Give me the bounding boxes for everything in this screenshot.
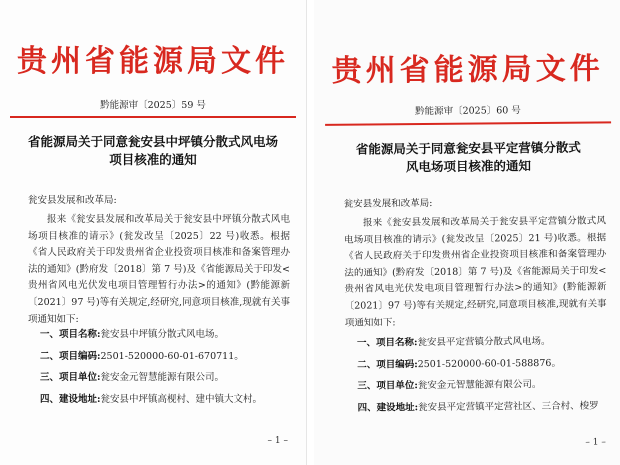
- title-line-1: 省能源局关于同意瓮安县平定营镇分散式: [355, 139, 581, 157]
- list-item: [357, 395, 615, 419]
- addressee: 瓮安县发展和改革局:: [343, 197, 433, 210]
- page-number: – 1 –: [267, 436, 288, 446]
- addressee: 瓮安县发展和改革局:: [28, 195, 117, 206]
- document-page-60: [314, 0, 620, 465]
- document-number: 黔能源审〔2025〕60 号: [415, 105, 521, 118]
- item-value: 2501-520000-60-01-588876。: [417, 357, 561, 370]
- item-list: [357, 330, 616, 418]
- list-item: [357, 373, 615, 397]
- title-line-2: 风电场项目核准的通知: [405, 158, 532, 175]
- item-value: 瓮安金元智慧能源有限公司。: [417, 379, 542, 392]
- list-item: [357, 330, 615, 354]
- document-header: 贵州省能源局文件: [17, 44, 289, 79]
- document-title: [333, 138, 603, 176]
- item-value: 瓮安县中坪镇高枧村、建中镇大文村。: [100, 393, 263, 405]
- red-divider: [325, 121, 611, 125]
- list-item: [40, 389, 298, 411]
- document-page-59: [0, 0, 307, 465]
- title-line-1: 省能源局关于同意瓮安县中坪镇分散式风电场: [27, 134, 278, 149]
- item-value: 瓮安金元智慧能源有限公司。: [100, 372, 225, 383]
- list-item: [40, 367, 298, 389]
- title-line-2: 项目核准的通知: [109, 152, 197, 167]
- item-label: 四、建设地址:: [357, 401, 419, 414]
- item-value: 2501-520000-60-01-670711。: [100, 350, 244, 362]
- document-header: 贵州省能源局文件: [331, 51, 604, 89]
- item-label: 二、项目编码:: [40, 350, 101, 362]
- item-label: 四、建设地址:: [40, 393, 101, 405]
- item-value: 瓮安县中坪镇分散式风电场。: [100, 329, 225, 340]
- list-item: [40, 346, 298, 368]
- item-value: 瓮安县平定营镇平定营社区、三合村、梭罗: [418, 400, 599, 413]
- red-divider: [10, 116, 296, 118]
- item-value: 瓮安县平定营镇分散式风电场。: [417, 335, 551, 349]
- item-label: 三、项目单位:: [40, 372, 101, 383]
- document-number: 黔能源审〔2025〕59 号: [100, 100, 206, 111]
- item-list: [40, 324, 298, 410]
- page-number: – 1 –: [585, 437, 606, 448]
- document-title: [18, 133, 288, 169]
- list-item: [357, 352, 615, 376]
- body-paragraph: 报来《瓮安县发展和改革局关于瓮安县中坪镇分散式风电场项目核准的请示》(瓮发改呈〔2025〕22 号)收悉。根据《省人民政府关于印发贵州省企业投资项目核准和备案管理办法的通知》(黔府发〔2018〕第 7 号)及《省能源局关于印发<贵州省风电光伏发电项目管理暂行办法>的通知》(黔能源新〔2021〕97 号)等有关规定,经研究,同意项目核准,现就有关事项通知如下:: [28, 214, 290, 325]
- item-label: 三、项目单位:: [357, 380, 418, 392]
- item-label: 一、项目名称:: [356, 337, 418, 349]
- body-paragraph: 报来《瓮安县发展和改革局关于瓮安县平定营镇分散式风电场项目核准的请示》(瓮发改呈〔2025〕21 号)收悉。根据《省人民政府关于印发贵州省企业投资项目核准和备案管理办法的通知》(黔府发〔2018〕第 7 号)及《省能源局关于印发<贵州省风电光伏发电项目管理暂行办法>的通知》(黔能源新〔2021〕97 号)等有关规定,经研究,同意项目核准,现就有关事项通知如下:: [344, 215, 607, 329]
- item-label: 一、项目名称:: [40, 329, 101, 340]
- item-label: 二、项目编码:: [357, 358, 418, 371]
- list-item: [40, 324, 298, 346]
